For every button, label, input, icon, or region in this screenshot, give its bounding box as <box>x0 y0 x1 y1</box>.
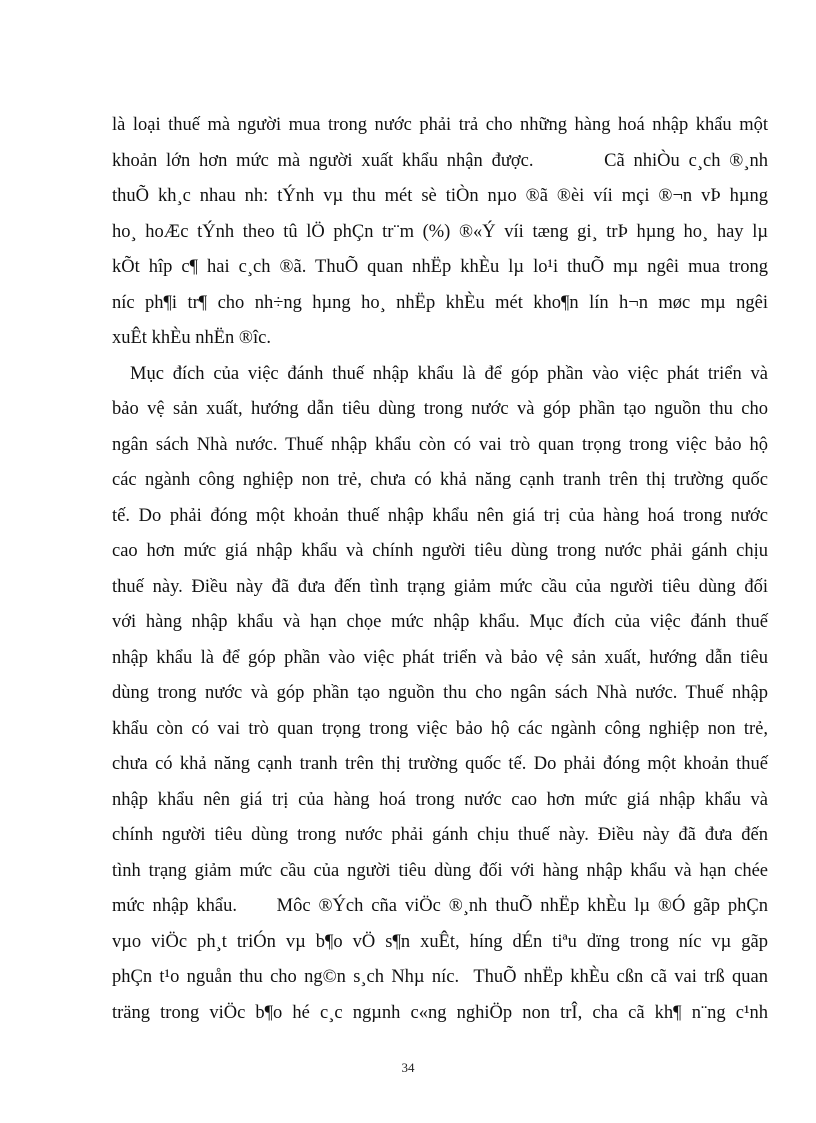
text-line: níc ph¶i tr¶ cho nh÷ng hµng ho¸ nhËp khÈu mét kho¶n lín h¬n møc mµ ngêi <box>112 292 768 313</box>
text-line: cao hơn mức giá nhập khẩu và chính người tiêu dùng trong nước phải gánh chịu <box>112 541 768 561</box>
text-line: vµo viÖc ph¸t triÓn vµ b¶o vÖ s¶n xuÊt, híng dÉn tiªu dïng trong níc vµ gãp <box>112 931 768 952</box>
text-line: phÇn t¹o nguån thu cho ng©n s¸ch Nhµ níc. ThuÕ nhËp khÈu cßn cã vai trß quan <box>112 967 768 987</box>
page-number: 34 <box>401 1060 415 1075</box>
text-line: dùng trong nước và góp phần tạo nguồn thu cho ngân sách Nhà nước. Thuế nhập <box>112 683 768 703</box>
text-line: các ngành công nghiệp non trẻ, chưa có khả năng cạnh tranh trên thị trường quốc <box>112 470 768 490</box>
text-line: thuế này. Điều này đã đưa đến tình trạng giảm mức cầu của người tiêu dùng đối <box>112 576 768 597</box>
text-line: chính người tiêu dùng trong nước phải gánh chịu thuế này. Điều này đã đưa đến <box>112 825 768 845</box>
text-line: bảo vệ sản xuất, hướng dẫn tiêu dùng trong nước và góp phần tạo nguồn thu cho <box>112 399 768 419</box>
text-line: xuÊt khÈu nhËn ®îc. <box>112 328 271 348</box>
text-line: thuÕ kh¸c nhau nh: tÝnh vµ thu mét sè tiÒn nµo ®ã ®èi víi mçi ®¬n vÞ hµng <box>112 186 768 206</box>
text-line: kÕt hîp c¶ hai c¸ch ®ã. ThuÕ quan nhËp khÈu lµ lo¹i thuÕ mµ ngêi mua trong <box>112 257 768 277</box>
paragraph-first-line: Mục đích của việc đánh thuế nhập khẩu là để góp phần vào việc phát triển và <box>130 363 768 384</box>
text-line: tế. Do phải đóng một khoản thuế nhập khẩu nên giá trị của hàng hoá trong nước <box>112 505 768 526</box>
text-line: mức nhập khẩu. Môc ®Ých cña viÖc ®¸nh thuÕ nhËp khÈu lµ ®Ó gãp phÇn <box>112 896 768 916</box>
text-line: nhập khẩu nên giá trị của hàng hoá trong nước cao hơn mức giá nhập khẩu và <box>112 789 768 810</box>
body-text <box>112 108 768 1031</box>
text-line: nhập khẩu là để góp phần vào việc phát triển và bảo vệ sản xuất, hướng dẫn tiêu <box>112 647 768 668</box>
text-line: khẩu còn có vai trò quan trọng trong việc bảo hộ các ngành công nghiệp non trẻ, <box>112 718 768 739</box>
text-line: ho¸ hoÆc tÝnh theo tû lÖ phÇn tr¨m (%) ®«Ý víi tæng gi¸ trÞ hµng ho¸ hay lµ <box>112 221 768 242</box>
text-line: là loại thuế mà người mua trong nước phải trả cho những hàng hoá nhập khẩu một <box>112 115 768 135</box>
text-line: ngân sách Nhà nước. Thuế nhập khẩu còn có vai trò quan trọng trong việc bảo hộ <box>112 434 768 455</box>
text-line: khoản lớn hơn mức mà người xuất khẩu nhận được. Cã nhiÒu c¸ch ®¸nh <box>112 150 768 171</box>
text-line: chưa có khả năng cạnh tranh trên thị trường quốc tế. Do phải đóng một khoản thuế <box>112 754 768 774</box>
text-line: träng trong viÖc b¶o hé c¸c ngµnh c«ng nghiÖp non trÎ, cha cã kh¶ n¨ng c¹nh <box>112 1002 768 1023</box>
text-line: tình trạng giảm mức cầu của người tiêu dùng đối với hàng nhập khẩu và hạn chée <box>112 860 768 881</box>
text-line: với hàng nhập khẩu và hạn chọe mức nhập khẩu. Mục đích của việc đánh thuế <box>112 612 768 632</box>
